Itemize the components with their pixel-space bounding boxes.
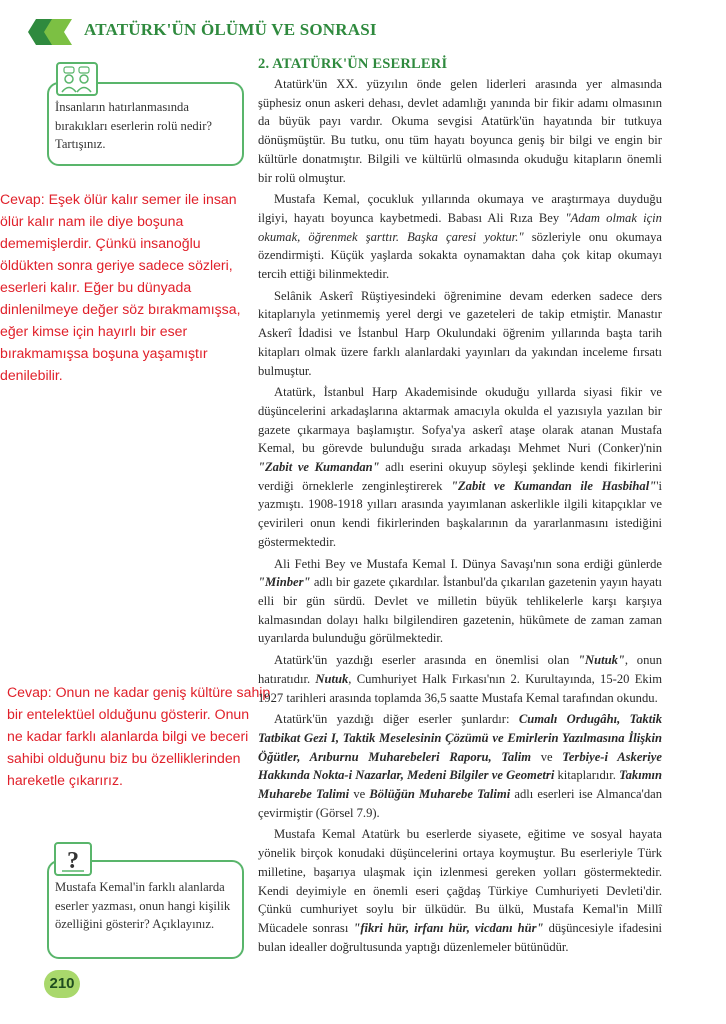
svg-text:?: ? — [67, 848, 79, 874]
discussion-people-icon — [56, 62, 98, 96]
paragraph-6: Atatürk'ün yazdığı eserler arasında en önemlisi olan "Nutuk", onun hatıratıdır. Nutuk, Cumhuriyet Halk Fırkası'nın 2. Kurultayında, 15-20 Ekim 1927 tarihleri arasında toplamda 36,5 saatte Mustafa Kemal tarafından okundu. — [258, 653, 662, 705]
main-content — [258, 56, 662, 959]
chapter-title: ATATÜRK'ÜN ÖLÜMÜ VE SONRASI — [84, 20, 377, 39]
paragraph-8: Mustafa Kemal Atatürk bu eserlerde siyasete, eğitime ve sosyal hayata yönelik birçok konudaki düşüncelerini ortaya koymuştur. Bu eserleriyle Türk milletine, başarıya ulaşmak için izlenmesi gereken yolları göstermektedir. Kendi deyimiyle en önemli eseri çağdaş Türkiye Cumhuriyeti Devleti'dir. Çünkü cumhuriyet soylu bir ülküdür. Bu ülkü, Mustafa Kemal'in Millî Mücadele sonrası "fikri hür, irfanı hür, vicdanı hür" düşüncesiyle ifadesini bulan idealler doğrultusunda yaptığı düzenlemeler bütünüdür. — [258, 827, 662, 954]
section-title: 2. ATATÜRK'ÜN ESERLERİ — [258, 56, 448, 72]
question-text-1: İnsanların hatırlanmasında bırakıkları eserlerin rolü nedir? Tartışınız. — [55, 100, 213, 151]
page-header — [0, 0, 726, 60]
paragraph-4: Atatürk, İstanbul Harp Akademisinde okuduğu yıllarda siyasi fikir ve düşüncelerini arkadaşlarına aktarmak amacıyla okulda el yazısıyla yazılan bir gazete çıkarmaya başlamıştır. Sofya'ya askerî ataşe olarak atanan Mustafa Kemal, bu görevde bulunduğu sırada arkadaşı Mehmet Nuri (Conker)'nin "Zabit ve Kumandan" adlı eserini okuyup söyleşi şeklinde kendi fikirlerini verdiği örneklerle zenginleştirerek "Zabit ve Kumandan ile Hasbihal"'i yazmıştı. 1908-1918 yılları arasında yayımlanan askerlikle ilgili kitapçıklar ve çevirileri onun kendi fikirlerinden başkalarının da yararlanmasını istediğini göstermektedir. — [258, 385, 663, 549]
paragraph-2: Mustafa Kemal, çocukluk yıllarında okumaya ve araştırmaya duyduğu ilgiyi, hayatı boyunca kaybetmedi. Babası Ali Rıza Bey "Adam olmak için okumak, öğrenmek şarttır. Başka çaresi yoktur." sözleriyle onu okumaya özendirmişti. Küçük yaşlarda sokakta oynamaktan daha çok kitap okumayı tercih ettiği bilinmektedir. — [258, 192, 662, 282]
question-text-2: Mustafa Kemal'in farklı alanlarda eserler yazması, onun hangi kişilik özelliğini gösterir? Açıklayınız. — [55, 880, 231, 931]
double-chevron-icon — [28, 19, 72, 45]
paragraph-1: Atatürk'ün XX. yüzyılın önde gelen liderleri arasında yer almasında şüphesiz onun askeri dehası, devlet adamlığı yanında bir fikir adamı olmasının da büyük payı vardır. Okuma sevgisi Atatürk'ün hayatında bir tutkuya dönüşmüştür. Bu tutku, onu tüm hayatı boyunca geniş bir bilgi ve engin bir kültürle donatmıştır. Bilgili ve kültürlü olmasında okuduğu kitapların önemli bir rolü olmuştur. — [258, 77, 662, 185]
paragraph-5: Ali Fethi Bey ve Mustafa Kemal I. Dünya Savaşı'nın sona erdiği günlerde "Minber" adlı bir gazete çıkardılar. İstanbul'da çıkarılan gazetenin yayın hayatı elli bir gün sürdü. Devlet ve milletin büyük tehlikelerle karşı karşıya kalmasından dolayı halkı bilgilendiren gazetenin, hükûmete de zaman zaman uyarılarda bulunduğu görülmektedir. — [258, 556, 662, 646]
paragraph-7: Atatürk'ün yazdığı diğer eserler şunlardır: Cumalı Ordugâhı, Taktik Tatbikat Gezi I, Taktik Meselesinin Çözümü ve Emirlerin Yazılmasına İlişkin Öğütler, Arıburnu Muharebeleri Raporu, Talim ve Terbiye-i Askeriye Hakkında Nokta-i Nazarlar, Medeni Bilgiler ve Geometri kitaplarıdır. Takımın Muharebe Talimi ve Bölüğün Muharebe Talimi adlı eserleri ise Almanca'dan çevirmiştir (Görsel 7.9). — [258, 712, 663, 820]
answer-text-2: Cevap: Onun ne kadar geniş kültüre sahip bir entelektüel olduğunu gösterir. Onun ne kadar farklı alanlarda bilgi ve beceri sahibi olduğunu biz bu özelliklerinden hareketle çıkarırız. — [7, 684, 271, 788]
question-mark-icon — [54, 842, 92, 876]
page-number: 210 — [44, 970, 80, 998]
paragraph-3: Selânik Askerî Rüştiyesindeki öğrenimine devam ederken sadece ders kitaplarıyla yetinmemiş yerel dergi ve gazeteleri de takip etmiştir. Manastır Askerî İdadisi ve İstanbul Harp Okulundaki öğrenim yıllarında başta tarih kitapları olmak üzere farklı alanlardaki yayınları da yakından inceleme fırsatı bulmuştur. — [258, 288, 662, 378]
answer-text-1: Cevap: Eşek ölür kalır semer ile insan ölür kalır nam ile diye boşuna dememişlerdir. Çünkü insanoğlu öldükten sonra geriye sadece sözleri, eserleri kalır. Eğer bu dünyada dinlenilmeye değer söz bırakmamışsa, eğer kimse için hayırlı bir eser bırakmamışsa boşuna yaşamıştır denilebilir. — [0, 191, 241, 383]
